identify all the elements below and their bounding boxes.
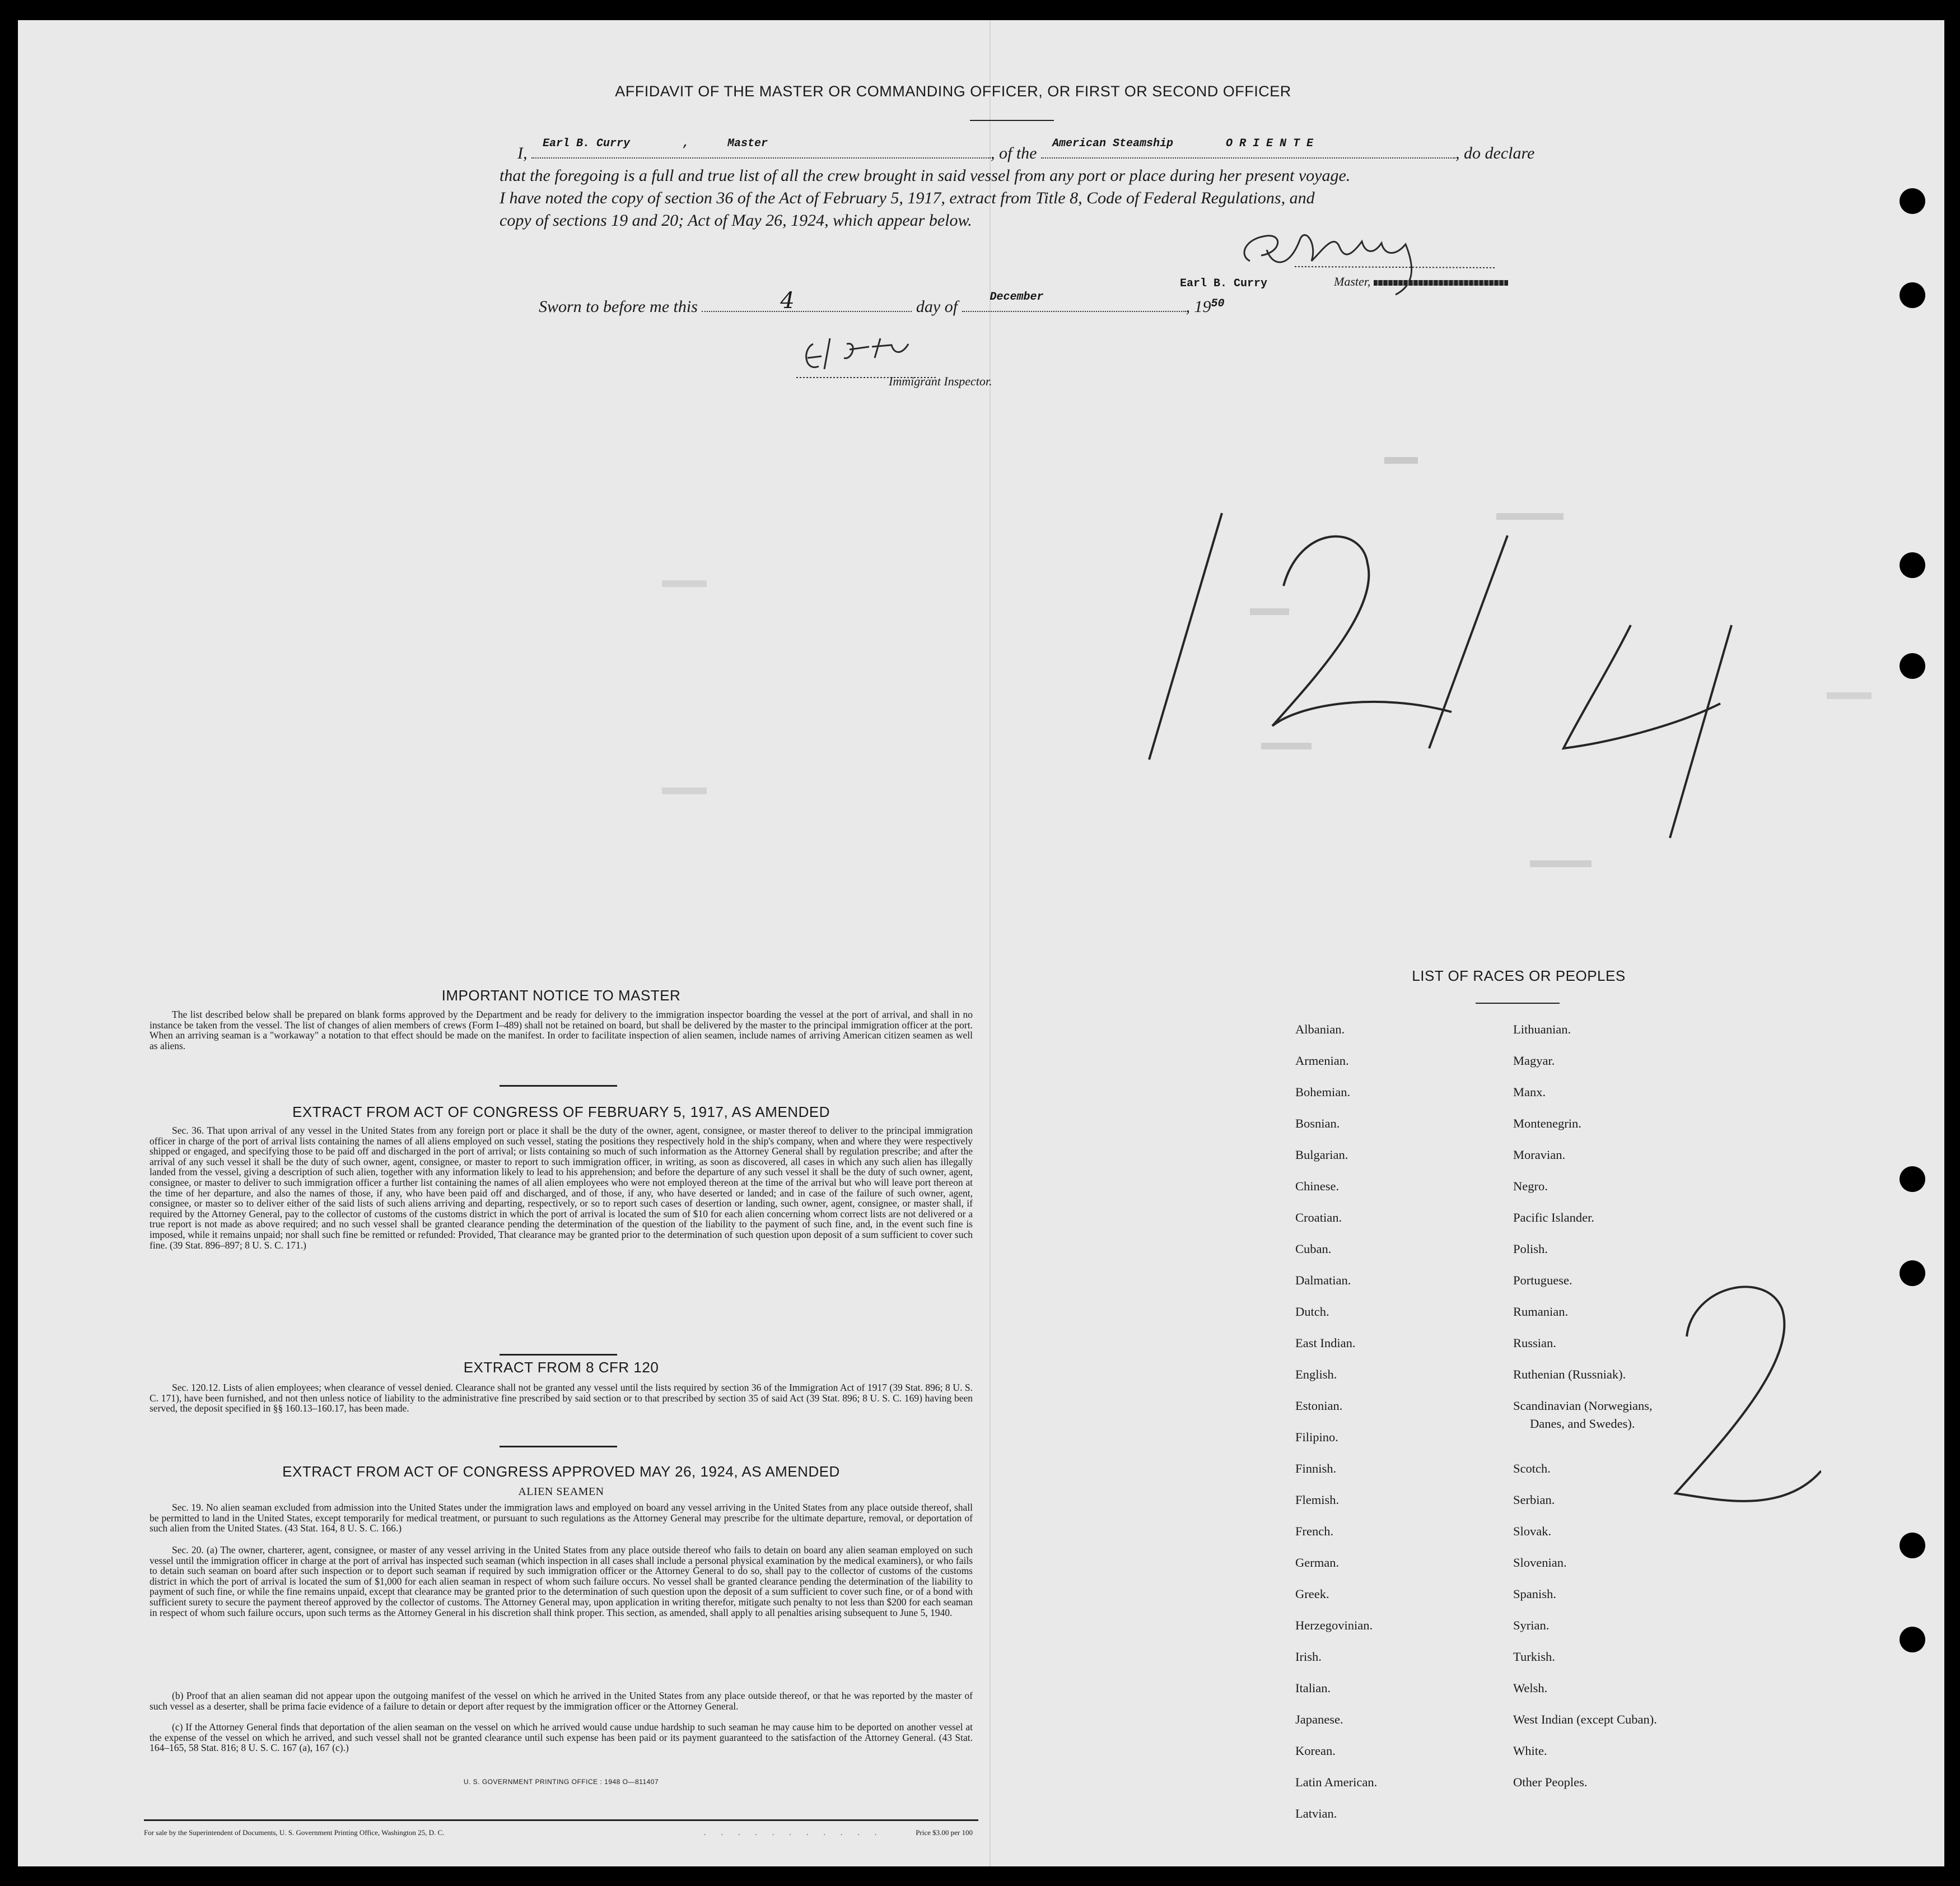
sworn-day: 4 xyxy=(780,288,795,314)
handwritten-number-1214 xyxy=(1116,491,1765,849)
race-item: Herzegovinian. xyxy=(1295,1618,1373,1632)
race-item: Polish. xyxy=(1513,1242,1548,1256)
races-left-column xyxy=(1295,1014,1486,1829)
race-item: Spanish. xyxy=(1513,1587,1556,1601)
vessel-type: American Steamship xyxy=(1052,137,1174,150)
race-item: Syrian. xyxy=(1513,1618,1550,1632)
race-item: Irish. xyxy=(1295,1650,1322,1664)
punch-hole xyxy=(1900,282,1925,308)
punch-hole xyxy=(1900,1627,1925,1652)
race-item: Latin American. xyxy=(1295,1775,1378,1789)
race-item: Slovenian. xyxy=(1513,1556,1567,1570)
race-item: Portuguese. xyxy=(1513,1273,1572,1287)
race-item: Italian. xyxy=(1295,1681,1331,1695)
race-item: Japanese. xyxy=(1295,1712,1343,1726)
race-item: Magyar. xyxy=(1513,1054,1555,1068)
affidavit-i: I, xyxy=(517,144,528,162)
year-prefix: , 19 xyxy=(1186,297,1211,316)
race-item: Bulgarian. xyxy=(1295,1148,1348,1162)
affidavit-title: AFFIDAVIT OF THE MASTER OR COMMANDING OFFICER, OR FIRST OR SECOND OFFICER xyxy=(615,83,1291,100)
inspector-label: Immigrant Inspector. xyxy=(889,374,992,388)
sworn-day-field xyxy=(702,288,912,314)
sworn-year: 50 xyxy=(1211,297,1225,310)
race-item: Rumanian. xyxy=(1513,1305,1569,1319)
extract-8cfr-title: EXTRACT FROM 8 CFR 120 xyxy=(463,1359,659,1376)
affidavit-line-3: I have noted the copy of section 36 of the Act of February 5, 1917, extract from Title 8, Code of Federal Regulations, and xyxy=(500,189,1315,207)
race-item: Moravian. xyxy=(1513,1148,1566,1162)
race-item: Turkish. xyxy=(1513,1650,1555,1664)
punch-hole xyxy=(1900,1260,1925,1286)
vessel-name: O R I E N T E xyxy=(1226,137,1314,150)
race-item: Estonian. xyxy=(1295,1399,1343,1413)
day-of-label: day of xyxy=(916,297,958,316)
race-item: Welsh. xyxy=(1513,1681,1548,1695)
extract-1924-title: EXTRACT FROM ACT OF CONGRESS APPROVED MAY 26, 1924, AS AMENDED xyxy=(282,1463,840,1480)
race-item: Dalmatian. xyxy=(1295,1273,1351,1287)
race-item: Lithuanian. xyxy=(1513,1022,1571,1036)
race-item: English. xyxy=(1295,1367,1337,1381)
race-item: Greek. xyxy=(1295,1587,1329,1601)
vessel-field xyxy=(1041,137,1455,159)
officer-name-field xyxy=(531,137,991,159)
document-page xyxy=(18,20,1944,1866)
signature-role xyxy=(1334,273,1508,290)
notice-title: IMPORTANT NOTICE TO MASTER xyxy=(441,987,681,1004)
races-divider xyxy=(1476,1003,1560,1004)
extract-8cfr-text: Sec. 120.12. Lists of alien employees; when clearance of vessel denied. Clearance shall not be granted any vessel until the lists required by section 36 of the Immigration Act of 1917 (39 Stat. 896; 8 U. S. C. 171), have been furnished, and not then unless notice of liability to the administrative fine prescribed by said section or to that prescribed by section 35 of said Act (39 Stat. 896; 8 U. S. C. 169) having been served, the deposit specified in §§ 160.13–160.17, has been made. xyxy=(150,1382,973,1414)
divider-3 xyxy=(500,1446,617,1447)
race-item: Scotch. xyxy=(1513,1461,1551,1475)
race-item: Serbian. xyxy=(1513,1493,1555,1507)
printing-office-line: U. S. GOVERNMENT PRINTING OFFICE : 1948 O—811407 xyxy=(463,1778,659,1786)
race-item: Dutch. xyxy=(1295,1305,1329,1319)
footer-line xyxy=(144,1828,978,1837)
races-title: LIST OF RACES OR PEOPLES xyxy=(1412,967,1626,984)
extract-1917-text: Sec. 36. That upon arrival of any vessel in the United States from any foreign port or place it shall be the duty of the owner, agent, consignee, or master thereof to deliver to the principal immigration officer in charge of the port of arrival lists containing the names of all aliens employed on such vessel, stating the positions they respectively hold in the ship's company, when and where they were respectively shipped or engaged, and specifying those to be paid off and discharged in the port of arrival; or lists containing so much of such information as the Attorney General shall by regulation prescribe; and after the arrival of any such vessel it shall be the duty of such owner, agent, consignee, or master to report to such immigration officer, in writing, as soon as discovered, all cases in which any such alien has illegally landed from the vessel, giving a description of such alien, together with any information likely to lead to his apprehension; and before the departure of any such vessel it shall be the duty of such owner, agent, consignee, or master to deliver to such immigration officer a further list containing the names of all alien employees who were not employed thereon at the time of the arrival but who will leave port thereon at the time of her departure, and also the names of those, if any, who have been paid off and discharged, and of those, if any, who have deserted or landed; and in case of the failure of such owner, agent, consignee, or master so to deliver either of the said lists of such aliens arriving and departing, respectively, or so to report such cases of desertion or landing, such owner, agent, consignee, or master shall, if required by the Attorney General, pay to the collector of customs of the customs district in which the port of arrival is located the sum of $10 for each alien concerning whom correct lists are not delivered or a true report is not made as above required; and no such vessel shall be granted clearance pending the determination of the question of the liability to the payment of such fine, and, in the event such fine is imposed, while it remains unpaid; nor shall such fine be remitted or refunded: Provided, That clearance may be granted prior to the determination of such question upon deposit of a sum sufficient to cover such fine. (39 Stat. 896–897; 8 U. S. C. 171.) xyxy=(150,1125,973,1251)
officer-rank: Master xyxy=(727,137,768,150)
race-item: Flemish. xyxy=(1295,1493,1340,1507)
name-comma: , xyxy=(683,137,690,150)
race-item: Finnish. xyxy=(1295,1461,1337,1475)
for-sale-text: For sale by the Superintendent of Documents, U. S. Government Printing Office, Washington 25, D. C. xyxy=(144,1828,445,1837)
punch-hole xyxy=(1900,552,1925,578)
race-item: Chinese. xyxy=(1295,1179,1340,1193)
race-item: White. xyxy=(1513,1744,1547,1758)
race-item: Montenegrin. xyxy=(1513,1116,1581,1130)
race-item: Cuban. xyxy=(1295,1242,1332,1256)
punch-hole xyxy=(1900,653,1925,679)
race-item: Scandinavian (Norwegians, xyxy=(1513,1399,1653,1413)
divider-1 xyxy=(500,1085,617,1087)
race-item: Other Peoples. xyxy=(1513,1775,1588,1789)
price-text: Price $3.00 per 100 xyxy=(916,1828,973,1837)
extract-1924-sec19: Sec. 19. No alien seaman excluded from admission into the United States under the immigration laws and employed on board any vessel arriving in the United States from any place outside thereof, shall be permitted to land in the United States, except temporarily for medical treatment, or pursuant to such regulations as the Attorney General may prescribe for the ultimate departure, removal, or deportation of such alien from the United States. (43 Stat. 164, 8 U. S. C. 166.) xyxy=(150,1502,973,1534)
race-item: Armenian. xyxy=(1295,1054,1349,1068)
race-item: Korean. xyxy=(1295,1744,1336,1758)
race-item: Albanian. xyxy=(1295,1022,1345,1036)
race-item: West Indian (except Cuban). xyxy=(1513,1712,1657,1726)
race-item: Slovak. xyxy=(1513,1524,1552,1538)
race-item: Negro. xyxy=(1513,1179,1548,1193)
extract-1924-sec20a: Sec. 20. (a) The owner, charterer, agent, consignee, or master of any vessel arriving in the United States from any place outside thereof who fails to detain on board any alien seaman employed on such vessel until the immigration officer in charge at the port of arrival has inspected such seaman (which inspection in all cases shall include a personal physical examination by the medical examiners), or who fails to detain such seaman on board after such inspection or to deport such seaman if required by such immigration officer or the Attorney General to do so, shall pay to the collector of customs of the customs district in which the port of arrival is located the sum of $1,000 for each alien seaman in respect of whom such failure occurs. No vessel shall be granted clearance pending the determination of the liability to payment of such fine, or while the fine remains unpaid, except that clearance may be granted prior to the determination of such question upon the deposit of a sum sufficient to cover such fine, or of a bond with sufficient surety to secure the payment thereof approved by the collector of customs. The Attorney General may, upon application in writing therefor, mitigate such penalty to not less than $200 for each seaman in respect of whom such failure occurs, upon such terms as the Attorney General in his discretion shall think proper. This section, as amended, shall apply to all penalties arising subsequent to June 5, 1940. xyxy=(150,1544,973,1618)
signature-typed-name: Earl B. Curry xyxy=(1180,277,1268,290)
race-item: Pacific Islander. xyxy=(1513,1210,1594,1224)
race-item: Latvian. xyxy=(1295,1806,1337,1820)
race-item: East Indian. xyxy=(1295,1336,1356,1350)
sworn-month-field xyxy=(962,291,1186,312)
sworn-month: December xyxy=(990,291,1044,304)
race-item: Filipino. xyxy=(1295,1430,1338,1444)
race-item: German. xyxy=(1295,1556,1340,1570)
race-item: French. xyxy=(1295,1524,1334,1538)
extract-1917-title: EXTRACT FROM ACT OF CONGRESS OF FEBRUARY 5, 1917, AS AMENDED xyxy=(292,1103,830,1120)
race-item: Bosnian. xyxy=(1295,1116,1340,1130)
sworn-label: Sworn to before me this xyxy=(539,297,698,316)
punch-hole xyxy=(1900,1533,1925,1558)
do-declare-label: , do declare xyxy=(1455,144,1535,162)
extract-1924-sec20b: (b) Proof that an alien seaman did not appear upon the outgoing manifest of the vessel on which he arrived in the United States from any place outside thereof, or that he was reported by the master of such vessel as a deserter, shall be prima facie evidence of a failure to detain or deport after request by the immigration officer or the Attorney General. xyxy=(150,1690,973,1712)
affidavit-line-2: that the foregoing is a full and true list of all the crew brought in said vessel from any port or place during her present voyage. xyxy=(500,166,1351,185)
sworn-line xyxy=(539,288,1323,321)
punch-hole xyxy=(1900,1166,1925,1192)
race-item: Manx. xyxy=(1513,1085,1546,1099)
race-item: Croatian. xyxy=(1295,1210,1342,1224)
race-item: Russian. xyxy=(1513,1336,1556,1350)
of-the-label: , of the xyxy=(991,144,1037,162)
extract-1924-sec20c: (c) If the Attorney General finds that deportation of the alien seaman on the vessel on which he arrived would cause undue hardship to such seaman he may cause him to be deported on another vessel at the expense of the vessel on which he arrived, and such vessel shall not be granted clearance until such expense has been paid or its payment guaranteed to the satisfaction of the Attorney General. (43 Stat. 164–165, 58 Stat. 816; 8 U. S. C. 167 (a), 167 (c).) xyxy=(150,1721,973,1754)
divider-2 xyxy=(500,1354,617,1356)
officer-name: Earl B. Curry xyxy=(543,137,631,150)
affidavit-line-4: copy of sections 19 and 20; Act of May 26, 1924, which appear below. xyxy=(500,211,972,230)
struck-through-text xyxy=(1374,280,1508,286)
race-item: Danes, and Swedes). xyxy=(1530,1417,1635,1431)
affidavit-line-1 xyxy=(517,137,1581,165)
notice-text: The list described below shall be prepared on blank forms approved by the Department and be ready for delivery to the immigration inspector boarding the vessel at the port of arrival, and shall in no instance be taken from the vessel. The list of changes of alien members of crews (Form I–489) shall not be retained on board, but shall be delivered by the master to the principal immigration officer at the port. When an arriving seaman is a "workaway" a notation to that effect should be made on the manifest. In order to facilitate inspection of alien seamen, include names of arriving American citizen seamen as well as aliens. xyxy=(150,1009,973,1051)
extract-1924-subtitle: ALIEN SEAMEN xyxy=(518,1485,604,1498)
race-item: Bohemian. xyxy=(1295,1085,1351,1099)
races-right-column xyxy=(1513,1014,1827,1798)
race-item: Ruthenian (Russniak). xyxy=(1513,1367,1626,1381)
footer-rule xyxy=(144,1819,978,1821)
signature-role-label: Master, xyxy=(1334,274,1371,288)
punch-hole xyxy=(1900,188,1925,214)
footer-leader-dots: . . . . . . . . . . . xyxy=(704,1828,884,1837)
title-divider xyxy=(970,120,1054,121)
